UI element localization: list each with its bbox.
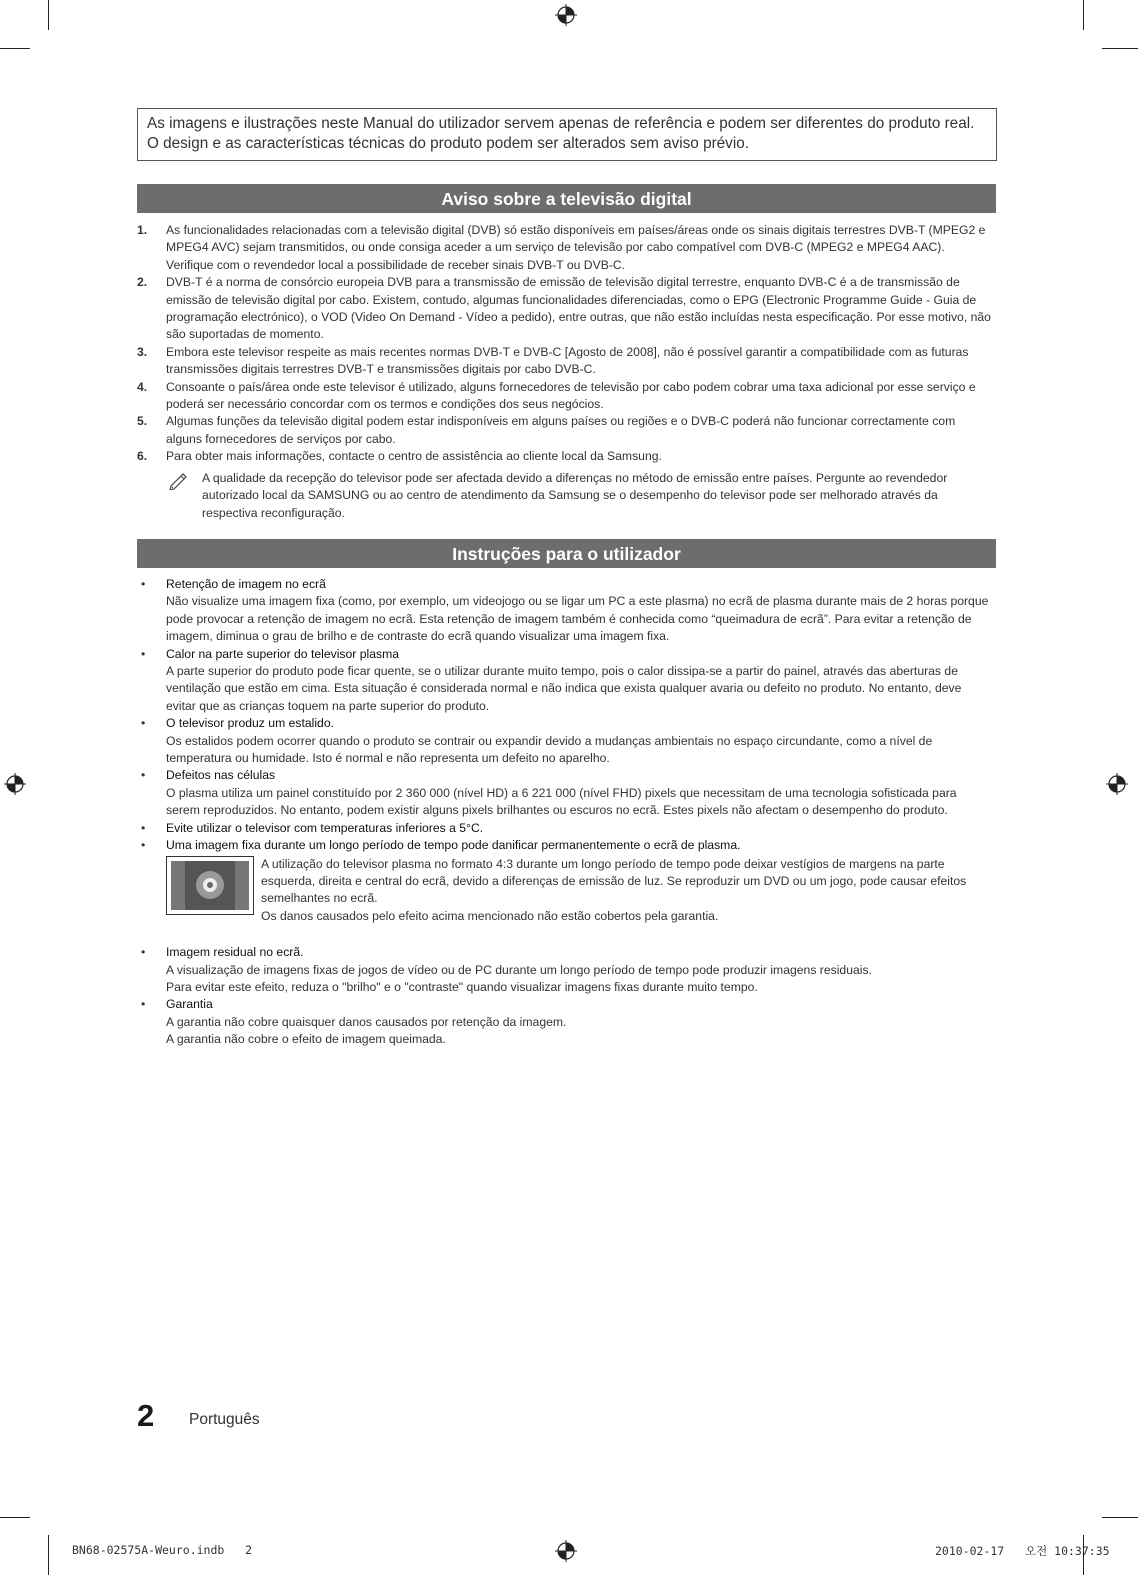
list-item	[137, 379, 993, 414]
print-slug-datetime: 2010-02-17 오전 10:37:35	[935, 1544, 1110, 1558]
crop-mark	[1083, 0, 1084, 30]
item-text: Embora este televisor respeite as mais recentes normas DVB-T e DVB-C [Agosto de 2008], não é possível garantir a compatibilidade com as futuras transmissões digitais terrestres DVB-T e transmissões digitais por cabo DVB-C.	[166, 344, 969, 377]
item-number: 4.	[137, 379, 148, 394]
list-item	[137, 837, 993, 854]
section-header-user-instructions: Instruções para o utilizador	[137, 539, 996, 568]
item-number: 1.	[137, 223, 148, 237]
item-body: A parte superior do produto pode ficar quente, se o utilizar durante muito tempo, pois o calor dissipa-se a partir do painel, através das aberturas de ventilação que estão em cima. Esta situação é considerada normal e não indica que exista qualquer avaria ou defeito no produto. No entanto, deve evitar que as crianças toquem na parte superior do produto.	[166, 664, 962, 713]
item-text: Para obter mais informações, contacte o centro de assistência ao cliente local da Samsung.	[166, 449, 662, 464]
crop-mark	[1102, 48, 1138, 49]
registration-mark-icon	[4, 773, 26, 795]
item-text: Consoante o país/área onde este televisor é utilizado, alguns fornecedores de televisão por cabo podem cobrar uma taxa adicional por esse serviço e poderá ser necessário concordar com os termos e condições dos seus negócios.	[166, 379, 976, 412]
bullet: •	[141, 577, 146, 591]
item-title: Retenção de imagem no ecrã	[166, 577, 326, 591]
list-item	[137, 222, 993, 274]
list-item	[137, 820, 993, 837]
item-body: Os estalidos podem ocorrer quando o produto se contrair ou expandir devido a mudanças ambientais no espaço circundante, como a nível de temperatura ou humidade. Isto é normal e não representa um defeito no aparelho.	[166, 733, 933, 766]
screen-burn-figure	[166, 856, 993, 926]
list-item	[137, 274, 993, 344]
note	[166, 470, 993, 522]
bullet: •	[141, 646, 146, 661]
bullet: •	[141, 768, 146, 783]
list-item	[137, 944, 993, 996]
item-number: 3.	[137, 344, 148, 359]
disclaimer-box: As imagens e ilustrações neste Manual do utilizador servem apenas de referência e podem ser diferentes do produto real. O design e as características técnicas do produto podem ser alterados sem aviso prévio.	[137, 108, 997, 161]
item-title: Uma imagem fixa durante um longo período de tempo pode danificar permanentemente o ecrã de plasma.	[166, 838, 741, 853]
item-number: 2.	[137, 275, 148, 290]
figure-text-1: A utilização do televisor plasma no formato 4:3 durante um longo período de tempo pode deixar vestígios de margens na parte esquerda, direita e central do ecrã, devido a diferenças de emissão de luz. Se reproduzir um DVD ou um jogo, pode causar efeitos semelhantes no ecrã.	[261, 856, 967, 906]
item-text: DVB-T é a norma de consórcio europeia DVB para a transmissão de emissão de televisão digital terrestre, enquanto DVB-C é a de transmissão de emissão de televisão digital por cabo. Existem, contudo, algumas funcionalidades diferenciadas, como o EPG (Electronic Programme Guide - Guia de programação electrónico), o VOD (Video On Demand - Vídeo a pedido), entre outras, que não estão incluídas nesta especificação. Por esse motivo, não são suportadas de momento.	[166, 275, 991, 342]
note-text: A qualidade da recepção do televisor pode ser afectada devido a diferenças no método de emissão entre países. Pergunte ao revendedor autorizado local da SAMSUNG ou ao centro de atendimento da Samsung se o desempenho do televisor pode ser melhorado através da respectiva reconfiguração.	[202, 470, 948, 520]
bullet: •	[141, 838, 146, 853]
crop-mark	[48, 0, 49, 30]
item-body: Para evitar este efeito, reduza o "brilho" e o "contraste" quando visualizar imagens fixas durante muito tempo.	[166, 979, 758, 994]
screen-burn-image	[166, 856, 254, 915]
item-body: A visualização de imagens fixas de jogos de vídeo ou de PC durante um longo período de tempo pode produzir imagens residuais.	[166, 962, 872, 977]
bullet: •	[141, 716, 146, 731]
item-title: Calor na parte superior do televisor plasma	[166, 646, 400, 661]
figure-text-2: Os danos causados pelo efeito acima mencionado não estão cobertos pela garantia.	[261, 908, 719, 923]
item-text: As funcionalidades relacionadas com a televisão digital (DVB) só estão disponíveis em países/áreas onde os sinais digitais terrestres DVB-T (MPEG2 e MPEG4 AVC) sejam transmitidos, ou onde consiga aceder a um serviço de televisão por cabo compatível com DVB-C (MPEG2 e MPEG4 AAC). Verifique com o revendedor local a possibilidade de receber sinais DVB-T ou DVB-C.	[166, 223, 986, 272]
item-title: O televisor produz um estalido.	[166, 716, 334, 731]
item-body: Não visualize uma imagem fixa (como, por exemplo, um videojogo ou se ligar um PC a este plasma) no ecrã de plasma durante mais de 2 horas porque pode provocar a retenção de imagem no ecrã. Esta retenção de imagem também é conhecida como “queimadura de ecrã”. Para evitar a retenção de imagem, diminua o grau de brilho e de contraste do ecrã quando visualizar uma imagem fixa.	[166, 594, 989, 644]
crop-mark	[1102, 1517, 1138, 1518]
bullet: •	[141, 997, 146, 1012]
page-language: Português	[189, 1411, 260, 1428]
list-item	[137, 767, 993, 819]
item-number: 5.	[137, 414, 148, 429]
crop-mark	[48, 1535, 49, 1575]
item-text: Algumas funções da televisão digital podem estar indisponíveis em alguns países ou regiões e o DVB-C poderá não funcionar correctamente com alguns fornecedores de serviços por cabo.	[166, 414, 956, 446]
list-item	[137, 576, 993, 646]
crop-mark	[0, 48, 30, 49]
item-title: Imagem residual no ecrã.	[166, 945, 304, 960]
list-item	[137, 344, 993, 379]
figure-text	[261, 856, 993, 926]
item-body: A garantia não cobre o efeito de imagem queimada.	[166, 1032, 446, 1047]
digital-notice-list	[137, 222, 993, 522]
list-item	[137, 715, 993, 767]
bullet: •	[141, 945, 146, 960]
list-item	[137, 996, 993, 1048]
registration-mark-icon	[555, 1540, 577, 1562]
crop-mark	[0, 1517, 30, 1518]
item-number: 6.	[137, 449, 148, 464]
bullet: •	[141, 820, 146, 835]
section-header-digital-notice: Aviso sobre a televisão digital	[137, 184, 996, 213]
registration-mark-icon	[555, 4, 577, 26]
item-title: Evite utilizar o televisor com temperaturas inferiores a 5°C.	[166, 820, 484, 835]
pencil-note-icon	[168, 470, 190, 490]
print-slug-file: BN68-02575A-Weuro.indb 2	[72, 1543, 253, 1557]
page-number: 2	[137, 1398, 155, 1433]
list-item	[137, 646, 993, 716]
item-body: A garantia não cobre quaisquer danos causados por retenção da imagem.	[166, 1014, 567, 1029]
list-item	[137, 448, 993, 465]
item-body: O plasma utiliza um painel constituído por 2 360 000 (nível HD) a 6 221 000 (nível FHD) pixels que necessitam de uma tecnologia sofisticada para serem reproduzidos. No entanto, podem existir alguns pixels brilhantes ou escuros no ecrã. Estes pixels não afectam o desempenho do produto.	[166, 785, 957, 818]
registration-mark-icon	[1106, 773, 1128, 795]
user-instructions-list	[137, 576, 993, 1049]
item-title: Defeitos nas células	[166, 768, 276, 783]
item-title: Garantia	[166, 997, 213, 1012]
list-item	[137, 413, 993, 448]
